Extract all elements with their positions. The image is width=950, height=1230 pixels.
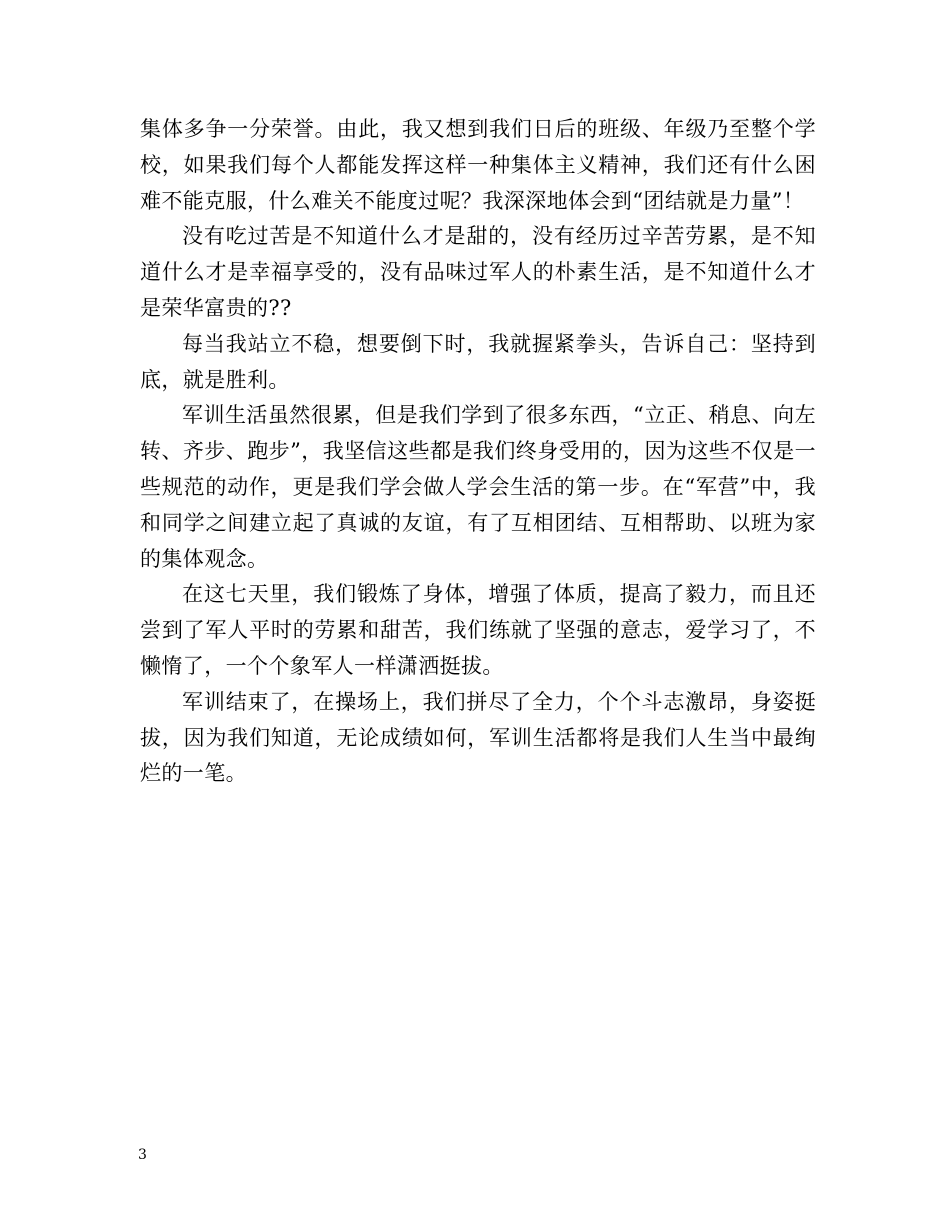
paragraph-continued: 集体多争一分荣誉。由此，我又想到我们日后的班级、年级乃至整个学校，如果我们每个人都能发挥这样一种集体主义精神，我们还有什么困难不能克服，什么难关不能度过呢？我深深地体会到“团结就是力量”！: [140, 117, 816, 213]
page-number: 3: [138, 1147, 147, 1163]
paragraph: 没有吃过苦是不知道什么才是甜的，没有经历过辛苦劳累，是不知道什么才是幸福享受的，没有品味过军人的朴素生活，是不知道什么才是荣华富贵的??: [140, 224, 816, 320]
paragraph: 军训结束了，在操场上，我们拼尽了全力，个个斗志激昂，身姿挺拔，因为我们知道，无论成绩如何，军训生活都将是我们人生当中最绚烂的一笔。: [140, 689, 816, 786]
paragraph: 每当我站立不稳，想要倒下时，我就握紧拳头，告诉自己：坚持到底，就是胜利。: [140, 331, 816, 392]
document-body: [140, 112, 816, 792]
paragraph: 军训生活虽然很累，但是我们学到了很多东西，“立正、稍息、向左转、齐步、跑步”，我坚信这些都是我们终身受用的，因为这些不仅是一些规范的动作，更是我们学会做人学会生活的第一步。在“军营”中，我和同学之间建立起了真诚的友谊，有了互相团结、互相帮助、以班为家的集体观念。: [140, 403, 816, 571]
paragraph: 在这七天里，我们锻炼了身体，增强了体质，提高了毅力，而且还尝到了军人平时的劳累和甜苦，我们练就了坚强的意志，爱学习了，不懒惰了，一个个象军人一样潇洒挺拔。: [140, 582, 816, 678]
